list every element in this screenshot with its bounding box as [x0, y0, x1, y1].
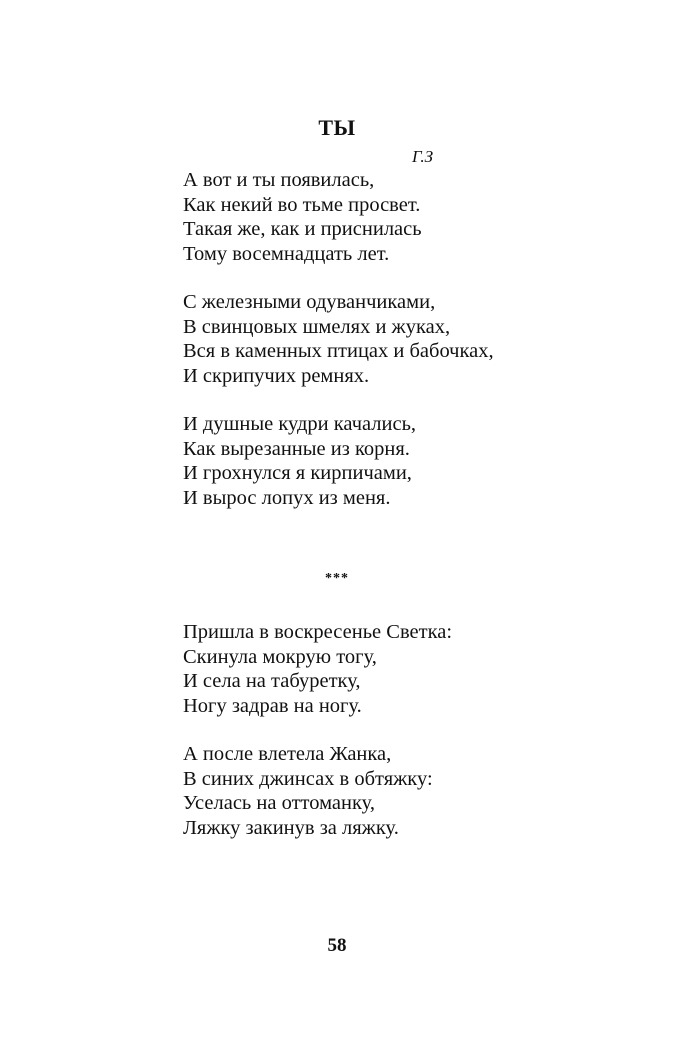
poem-line: Скинула мокрую тогу,: [183, 645, 377, 668]
poem-line: И скрипучих ремнях.: [183, 364, 370, 387]
poem-line: Ляжку закинув за ляжку.: [183, 816, 399, 839]
poem1-stanza-3: [183, 412, 416, 510]
poem2-stanza-2: [183, 742, 433, 840]
poem1-stanza-2: [183, 290, 494, 388]
poem-line: И села на табуретку,: [183, 670, 361, 692]
poem-line: Такая же, как и приснилась: [183, 218, 422, 240]
poem-line: Тому восемнадцать лет.: [183, 242, 390, 265]
poem-dedication: Г.З: [412, 147, 434, 166]
poem-line: Уселась на оттоманку,: [183, 792, 375, 814]
page-number: 58: [327, 935, 347, 956]
poem-line: В свинцовых шмелях и жуках,: [183, 315, 451, 338]
poem-line: И грохнулся я кирпичами,: [183, 462, 412, 484]
poem2-stanza-1: [183, 620, 452, 718]
poem-line: Вся в каменных птицах и бабочках,: [183, 340, 494, 362]
poem-line: В синих джинсах в обтяжку:: [183, 767, 433, 790]
poem-line: И душные кудри качались,: [183, 413, 417, 435]
poem-line: Как вырезанные из корня.: [183, 437, 410, 460]
poem-line: Ногу задрав на ногу.: [183, 694, 362, 717]
poem-line: И вырос лопух из меня.: [183, 486, 391, 509]
poem-line: Как некий во тьме просвет.: [183, 193, 421, 216]
poem-line: Пришла в воскресенье Светка:: [183, 621, 453, 643]
poem-line: С железными одуванчиками,: [183, 291, 436, 313]
poem-title: ТЫ: [318, 115, 356, 140]
poem-line: А после влетела Жанка,: [183, 743, 392, 765]
poem1-stanza-1: [183, 168, 422, 266]
poem-line: А вот и ты появилась,: [183, 169, 375, 191]
poem-separator: ***: [325, 571, 349, 586]
